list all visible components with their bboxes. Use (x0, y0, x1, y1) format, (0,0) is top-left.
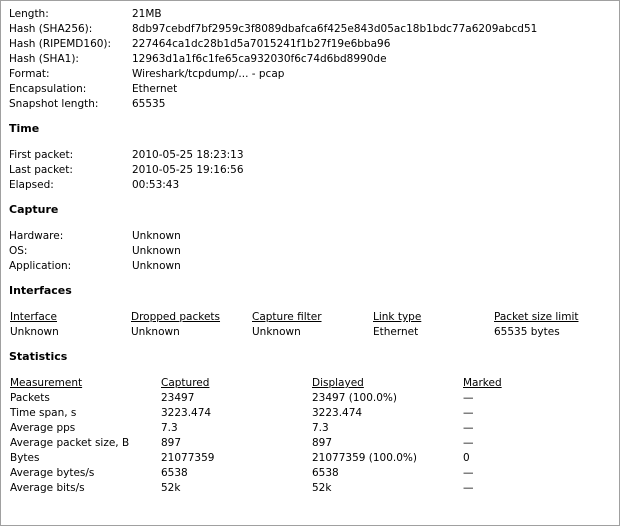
marked-cell: — (463, 482, 474, 494)
interface-column-header: Interface (10, 311, 58, 323)
measurement-cell: Average bytes/s (10, 467, 95, 479)
captured-cell: 3223.474 (161, 407, 212, 419)
table-row (9, 481, 611, 496)
interfaces-table (9, 310, 611, 340)
interface-cell: Unknown (10, 326, 59, 338)
captured-cell: 897 (161, 437, 182, 449)
measurement-cell: Average packet size, B (10, 437, 130, 449)
properties-content (9, 7, 611, 496)
measurement-column-header: Measurement (10, 377, 83, 389)
encapsulation-value: Ethernet (132, 83, 178, 95)
table-row (9, 391, 611, 406)
format-value: Wireshark/tcpdump/... - pcap (132, 68, 285, 80)
displayed-cell: 3223.474 (312, 407, 363, 419)
statistics-table (9, 376, 611, 496)
table-row (9, 466, 611, 481)
hash-sha1-value: 12963d1a1f6c1fe65ca932030f6c74d6bd8990de (132, 53, 387, 65)
hash-sha256-label: Hash (SHA256): (9, 23, 93, 35)
hardware-label: Hardware: (9, 230, 64, 242)
os-row (9, 244, 611, 259)
table-row (9, 406, 611, 421)
table-row (9, 325, 611, 340)
time-section-title: Time (9, 122, 40, 135)
interfaces-section-title: Interfaces (9, 284, 72, 297)
application-row (9, 259, 611, 274)
os-label: OS: (9, 245, 28, 257)
os-value: Unknown (132, 245, 181, 257)
link-type-cell: Ethernet (373, 326, 419, 338)
marked-column-header: Marked (463, 377, 502, 389)
first-packet-label: First packet: (9, 149, 74, 161)
table-row (9, 451, 611, 466)
length-label: Length: (9, 8, 49, 20)
measurement-cell: Time span, s (10, 407, 77, 419)
hash-sha1-label: Hash (SHA1): (9, 53, 79, 65)
measurement-cell: Average bits/s (10, 482, 85, 494)
marked-cell: — (463, 437, 474, 449)
link-type-column-header: Link type (373, 311, 422, 323)
statistics-header-row (9, 376, 611, 391)
hash-sha1-row (9, 52, 611, 67)
displayed-cell: 23497 (100.0%) (312, 392, 397, 404)
file-info-block (9, 7, 611, 112)
interfaces-header-row (9, 310, 611, 325)
captured-column-header: Captured (161, 377, 210, 389)
captured-cell: 23497 (161, 392, 195, 404)
measurement-cell: Bytes (10, 452, 40, 464)
format-row (9, 67, 611, 82)
encapsulation-row (9, 82, 611, 97)
snapshot-length-row (9, 97, 611, 112)
hardware-value: Unknown (132, 230, 181, 242)
displayed-cell: 7.3 (312, 422, 329, 434)
elapsed-label: Elapsed: (9, 179, 54, 191)
packet-size-limit-column-header: Packet size limit (494, 311, 579, 323)
marked-cell: — (463, 467, 474, 479)
hash-sha256-row (9, 22, 611, 37)
last-packet-row (9, 163, 611, 178)
hardware-row (9, 229, 611, 244)
displayed-cell: 6538 (312, 467, 339, 479)
packet-size-limit-cell: 65535 bytes (494, 326, 560, 338)
capture-block (9, 229, 611, 274)
length-row (9, 7, 611, 22)
elapsed-value: 00:53:43 (132, 179, 180, 191)
marked-cell: — (463, 392, 474, 404)
captured-cell: 52k (161, 482, 181, 494)
marked-cell: — (463, 422, 474, 434)
dropped-packets-cell: Unknown (131, 326, 180, 338)
capture-section-title: Capture (9, 203, 59, 216)
measurement-cell: Packets (10, 392, 50, 404)
captured-cell: 21077359 (161, 452, 215, 464)
length-value: 21MB (132, 8, 162, 20)
encapsulation-label: Encapsulation: (9, 83, 87, 95)
displayed-cell: 52k (312, 482, 332, 494)
format-label: Format: (9, 68, 50, 80)
first-packet-value: 2010-05-25 18:23:13 (132, 149, 244, 161)
hash-ripemd160-value: 227464ca1dc28b1d5a7015241f1b27f19e6bba96 (132, 38, 391, 50)
table-row (9, 421, 611, 436)
measurement-cell: Average pps (10, 422, 76, 434)
last-packet-value: 2010-05-25 19:16:56 (132, 164, 244, 176)
marked-cell: 0 (463, 452, 470, 464)
capture-filter-column-header: Capture filter (252, 311, 322, 323)
hash-ripemd160-label: Hash (RIPEMD160): (9, 38, 112, 50)
last-packet-label: Last packet: (9, 164, 73, 176)
marked-cell: — (463, 407, 474, 419)
first-packet-row (9, 148, 611, 163)
statistics-section-title: Statistics (9, 350, 68, 363)
time-block (9, 148, 611, 193)
snapshot-length-label: Snapshot length: (9, 98, 99, 110)
capture-filter-cell: Unknown (252, 326, 301, 338)
table-row (9, 436, 611, 451)
captured-cell: 6538 (161, 467, 188, 479)
snapshot-length-value: 65535 (132, 98, 166, 110)
displayed-column-header: Displayed (312, 377, 364, 389)
application-value: Unknown (132, 260, 181, 272)
hash-sha256-value: 8db97cebdf7bf2959c3f8089dbafca6f425e843d05ac18b1bdc77a6209abcd51 (132, 23, 538, 35)
elapsed-row (9, 178, 611, 193)
displayed-cell: 21077359 (100.0%) (312, 452, 418, 464)
application-label: Application: (9, 260, 72, 272)
captured-cell: 7.3 (161, 422, 178, 434)
hash-ripemd160-row (9, 37, 611, 52)
dropped-packets-column-header: Dropped packets (131, 311, 221, 323)
displayed-cell: 897 (312, 437, 333, 449)
